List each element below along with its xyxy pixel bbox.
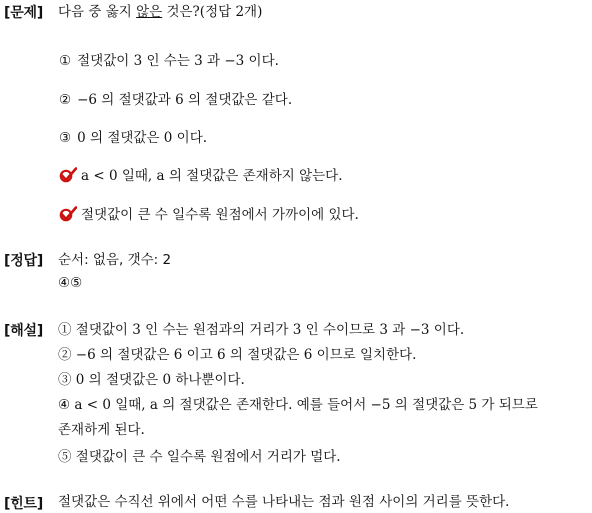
choice-text: 절댓값이 큰 수 일수록 원점에서 가까이에 있다.: [81, 207, 359, 223]
choice-number: ③: [59, 130, 72, 146]
hint-label: [힌트]: [4, 496, 44, 512]
choice-5: [59, 206, 359, 224]
question-label: [문제]: [4, 5, 44, 21]
choice-1: [59, 52, 279, 70]
hint-text: 절댓값은 수직선 위에서 어떤 수를 나타내는 점과 원점 사이의 거리를 뜻한다.: [58, 494, 510, 510]
check-mark-icon: [59, 206, 77, 222]
choice-text: 0 의 절댓값은 0 이다.: [77, 130, 208, 146]
answer-meta: 순서: 없음, 갯수: 2: [58, 252, 172, 268]
explanation-line: ① 절댓값이 3 인 수는 원점과의 거리가 3 인 수이므로 3 과 −3 이다.: [58, 322, 465, 338]
choice-number: ②: [59, 92, 72, 108]
explanation-line: ② −6 의 절댓값은 6 이고 6 의 절댓값은 6 이므로 일치한다.: [58, 347, 417, 363]
explanation-line: ⑤ 절댓값이 큰 수 일수록 원점에서 거리가 멀다.: [58, 449, 341, 465]
explanation-line: ③ 0 의 절댓값은 0 하나뿐이다.: [58, 372, 245, 388]
choice-4: [59, 167, 342, 185]
question-prompt: [58, 3, 262, 21]
check-mark-icon: [59, 167, 77, 183]
answer-numbers: ④⑤: [58, 275, 83, 291]
choice-text: −6 의 절댓값과 6 의 절댓값은 같다.: [77, 92, 293, 108]
choice-text: a < 0 일때, a 의 절댓값은 존재하지 않는다.: [81, 168, 343, 184]
choice-2: [59, 91, 292, 109]
choice-3: [59, 129, 207, 147]
explanation-line: 존재하게 된다.: [58, 422, 145, 438]
explanation-label: [해설]: [4, 323, 44, 339]
answer-label: [정답]: [4, 253, 44, 269]
choice-text: 절댓값이 3 인 수는 3 과 −3 이다.: [77, 53, 279, 69]
prompt-text-start: 다음 중 옳지: [58, 4, 137, 20]
explanation-line: ④ a < 0 일때, a 의 절댓값은 존재한다. 예를 들어서 −5 의 절댓값은 5 가 되므로: [58, 397, 538, 413]
prompt-underlined-word: 않은: [136, 4, 163, 20]
choice-number: ①: [59, 53, 72, 69]
prompt-text-end: 것은?(정답 2개): [162, 4, 263, 20]
